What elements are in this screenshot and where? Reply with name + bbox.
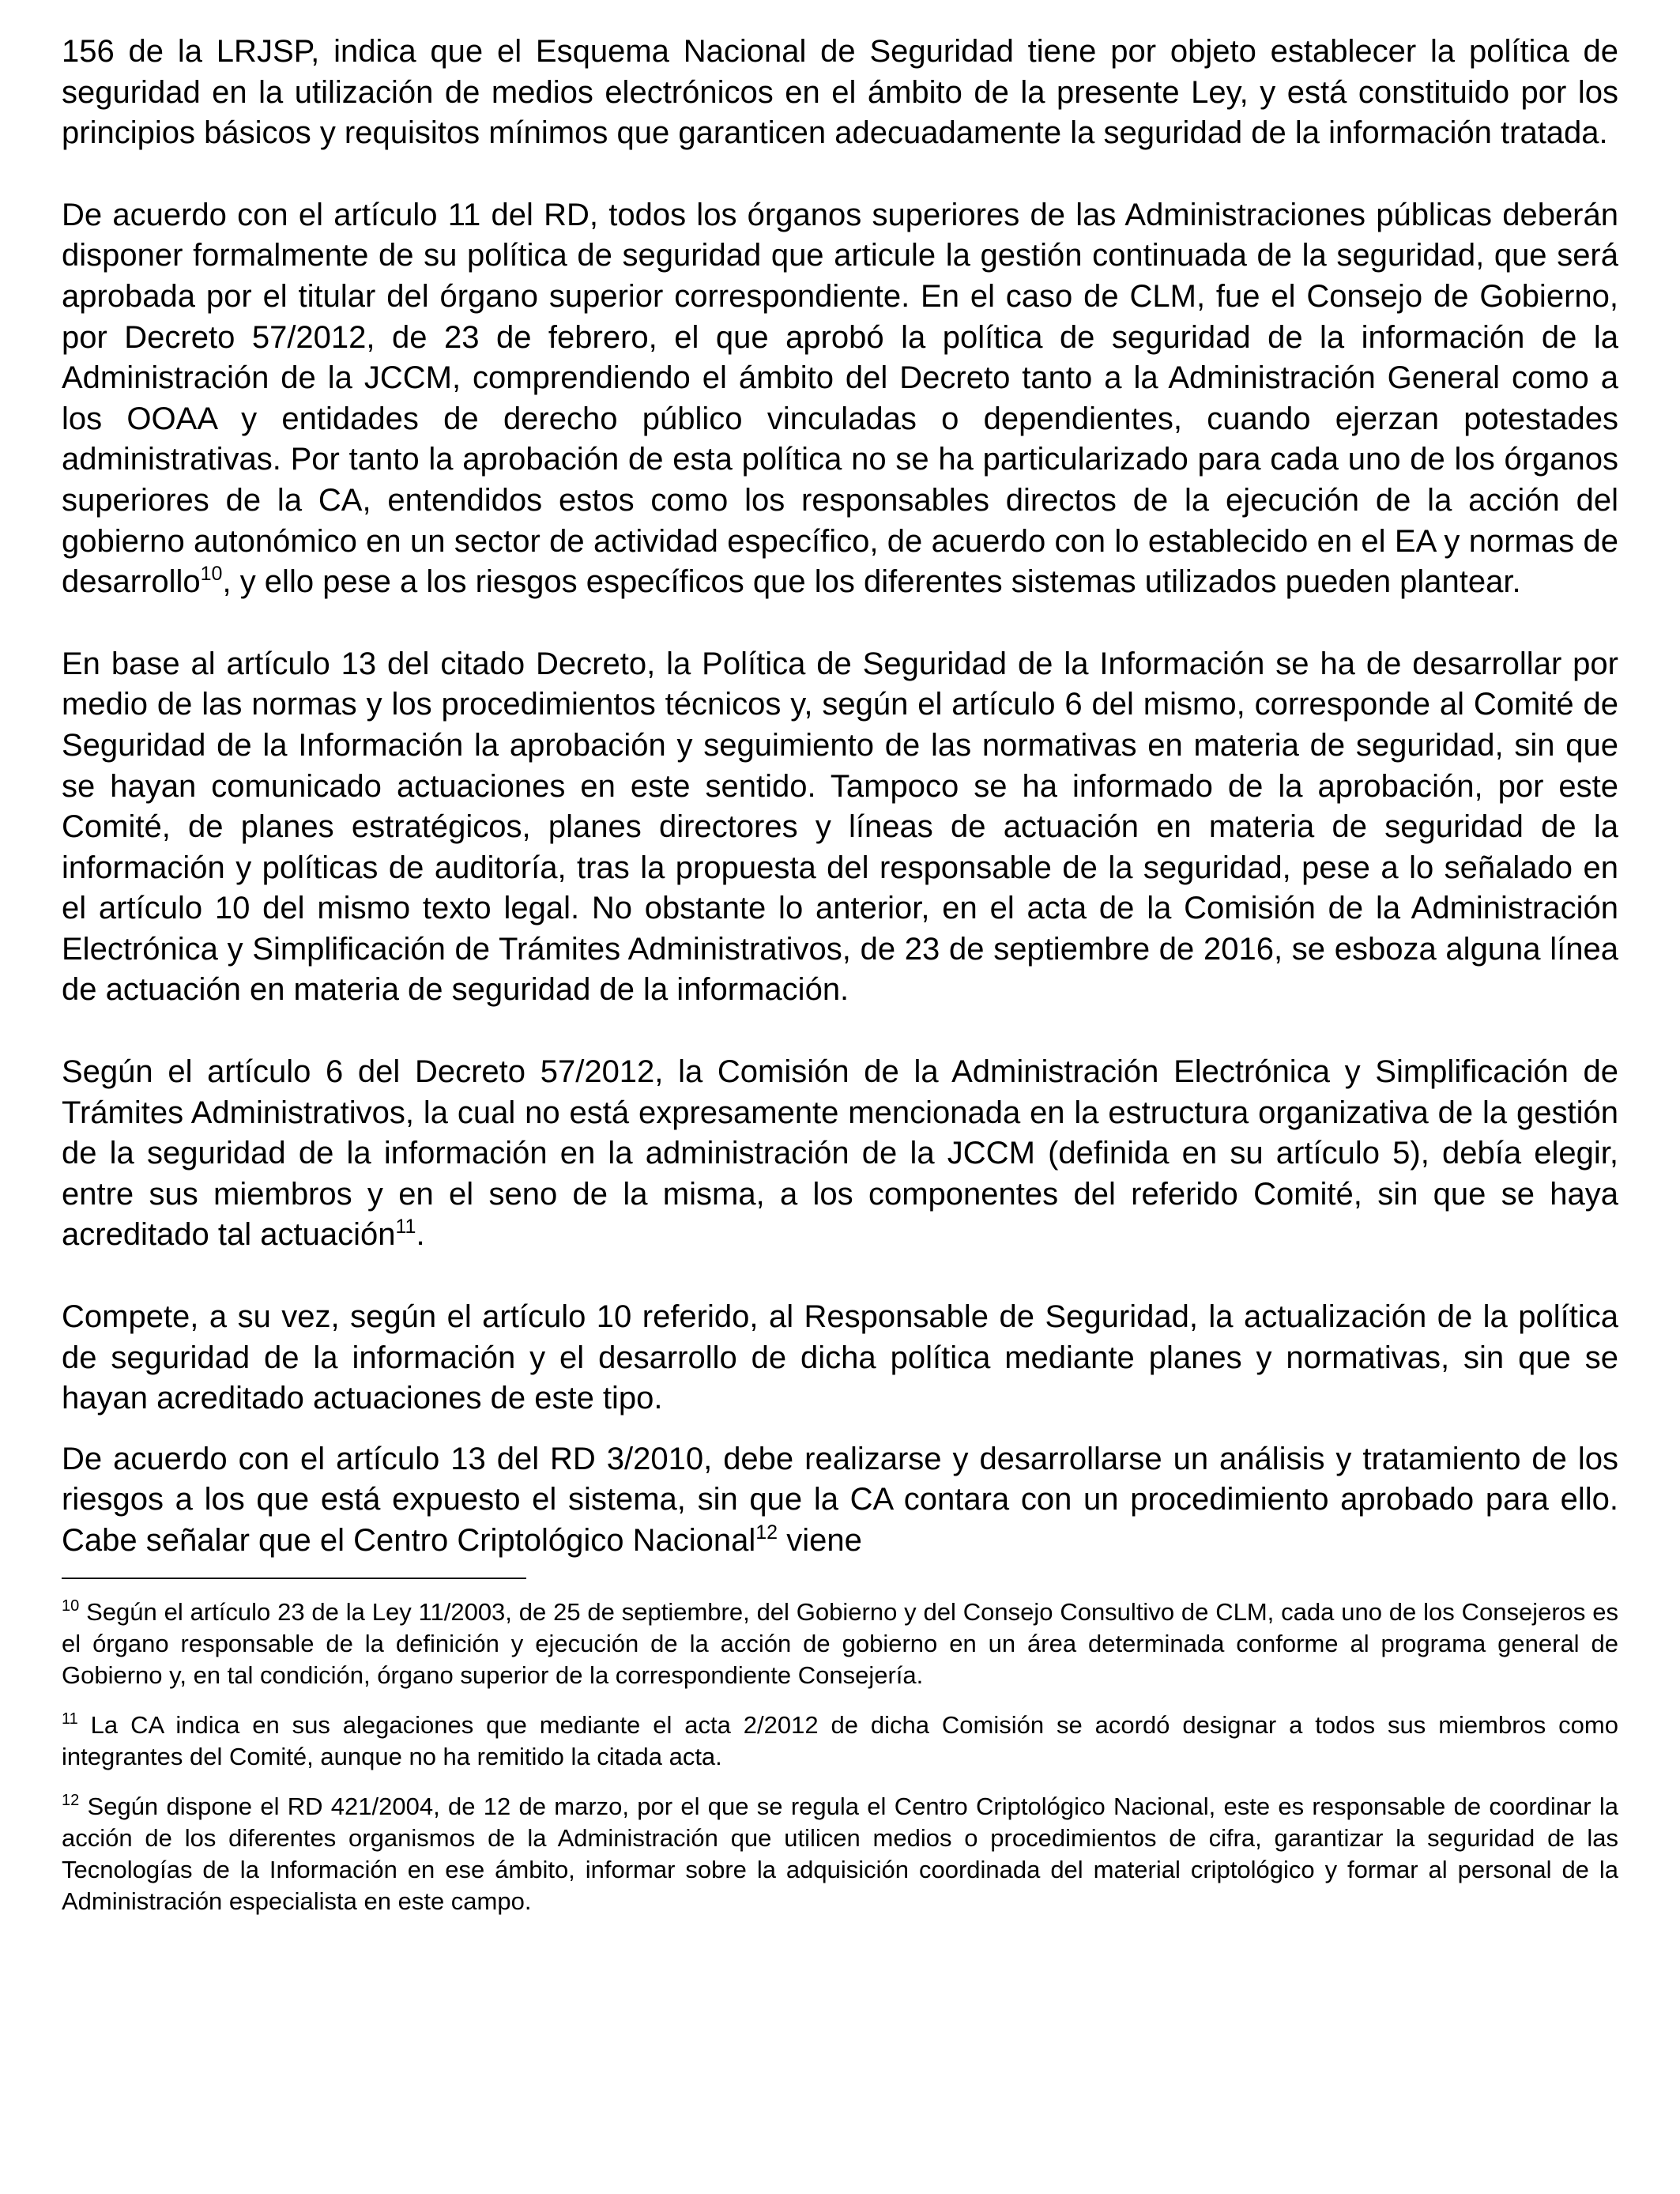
paragraph-6-text: De acuerdo con el artículo 13 del RD 3/2010, debe realizarse y desarrollarse un análisis y tratamiento de los riesgos a los que está expuesto el sistema, sin que la CA contara con un procedimiento aprobado para ello. Cabe señalar que el Centro Criptológico Nacional [62,1441,1618,1558]
paragraph-6-text-end: viene [778,1523,862,1558]
footnote-text: Según dispone el RD 421/2004, de 12 de marzo, por el que se regula el Centro Criptológico Nacional, este es responsable de coordinar la acción de los diferentes organismos de la Administración que utilicen medios o procedimientos de cifra, garantizar la seguridad de las Tecnologías de la Información en ese ámbito, informar sobre la adquisición coordinada del material criptológico y formar al personal de la Administración especialista en este campo. [62,1792,1618,1915]
footnote-number: 11 [62,1710,78,1728]
footnotes [62,1596,1618,1917]
footnote-number: 10 [62,1596,80,1615]
paragraph-4-text: Según el artículo 6 del Decreto 57/2012, la Comisión de la Administración Electrónica y Simplificación de Trámites Administrativos, la cual no está expresamente mencionada en la estructura organizativa de la gestión de la seguridad de la información en la administración de la JCCM (definida en su artículo 5), debía elegir, entre sus miembros y en el seno de la misma, a los componentes del referido Comité, sin que se haya acreditado tal actuación [62,1054,1618,1253]
footnote-ref-11[interactable]: 11 [395,1216,416,1238]
footnote-10 [62,1596,1618,1691]
footnote-11 [62,1710,1618,1773]
paragraph-3: En base al artículo 13 del citado Decreto, la Política de Seguridad de la Información se ha de desarrollar por medio de las normas y los procedimientos técnicos y, según el artículo 6 del mismo, corresponde al Comité de Seguridad de la Información la aprobación y seguimiento de las normativas en materia de seguridad, sin que se hayan comunicado actuaciones en este sentido. Tampoco se ha informado de la aprobación, por este Comité, de planes estratégicos, planes directores y líneas de actuación en materia de seguridad de la información y políticas de auditoría, tras la propuesta del responsable de la seguridad, pese a lo señalado en el artículo 10 del mismo texto legal. No obstante lo anterior, en el acta de la Comisión de la Administración Electrónica y Simplificación de Trámites Administrativos, de 23 de septiembre de 2016, se esboza alguna línea de actuación en materia de seguridad de la información. [62,646,1618,1008]
footnote-separator [62,1578,526,1579]
paragraph-6 [62,1439,1618,1562]
paragraph-4 [62,1052,1618,1256]
footnote-text: Según el artículo 23 de la Ley 11/2003, de 25 de septiembre, del Gobierno y del Consejo Consultivo de CLM, cada uno de los Consejeros es el órgano responsable de la definición y ejecución de la acción de gobierno en un área determinada conforme al programa general de Gobierno y, en tal condición, órgano superior de la correspondiente Consejería. [62,1597,1618,1689]
footnote-number: 12 [62,1791,80,1809]
paragraph-2 [62,195,1618,603]
footnote-text: La CA indica en sus alegaciones que mediante el acta 2/2012 de dicha Comisión se acordó designar a todos sus miembros como integrantes del Comité, aunque no ha remitido la citada acta. [62,1710,1618,1770]
footnote-ref-12[interactable]: 12 [755,1521,778,1544]
paragraph-4-text-end: . [416,1217,425,1253]
paragraph-2-text-end: , y ello pese a los riesgos específicos que los diferentes sistemas utilizados pueden plantear. [222,564,1521,600]
paragraph-5: Compete, a su vez, según el artículo 10 referido, al Responsable de Seguridad, la actualización de la política de seguridad de la información y el desarrollo de dicha política mediante planes y normativas, sin que se hayan acreditado actuaciones de este tipo. [62,1299,1618,1416]
footnote-12 [62,1791,1618,1917]
paragraph-2-text: De acuerdo con el artículo 11 del RD, todos los órganos superiores de las Administraciones públicas deberán disponer formalmente de su política de seguridad que articule la gestión continuada de la seguridad, que será aprobada por el titular del órgano superior correspondiente. En el caso de CLM, fue el Consejo de Gobierno, por Decreto 57/2012, de 23 de febrero, el que aprobó la política de seguridad de la información de la Administración de la JCCM, comprendiendo el ámbito del Decreto tanto a la Administración General como a los OOAA y entidades de derecho público vinculadas o dependientes, cuando ejerzan potestades administrativas. Por tanto la aprobación de esta política no se ha particularizado para cada uno de los órganos superiores de la CA, entendidos estos como los responsables directos de la ejecución de la acción del gobierno autonómico en un sector de actividad específico, de acuerdo con lo establecido en el EA y normas de desarrollo [62,197,1618,600]
footnote-ref-10[interactable]: 10 [200,563,223,586]
paragraph-1: 156 de la LRJSP, indica que el Esquema Nacional de Seguridad tiene por objeto establecer la política de seguridad en la utilización de medios electrónicos en el ámbito de la presente Ley, y está constituido por los principios básicos y requisitos mínimos que garanticen adecuadamente la seguridad de la información tratada. [62,34,1618,151]
